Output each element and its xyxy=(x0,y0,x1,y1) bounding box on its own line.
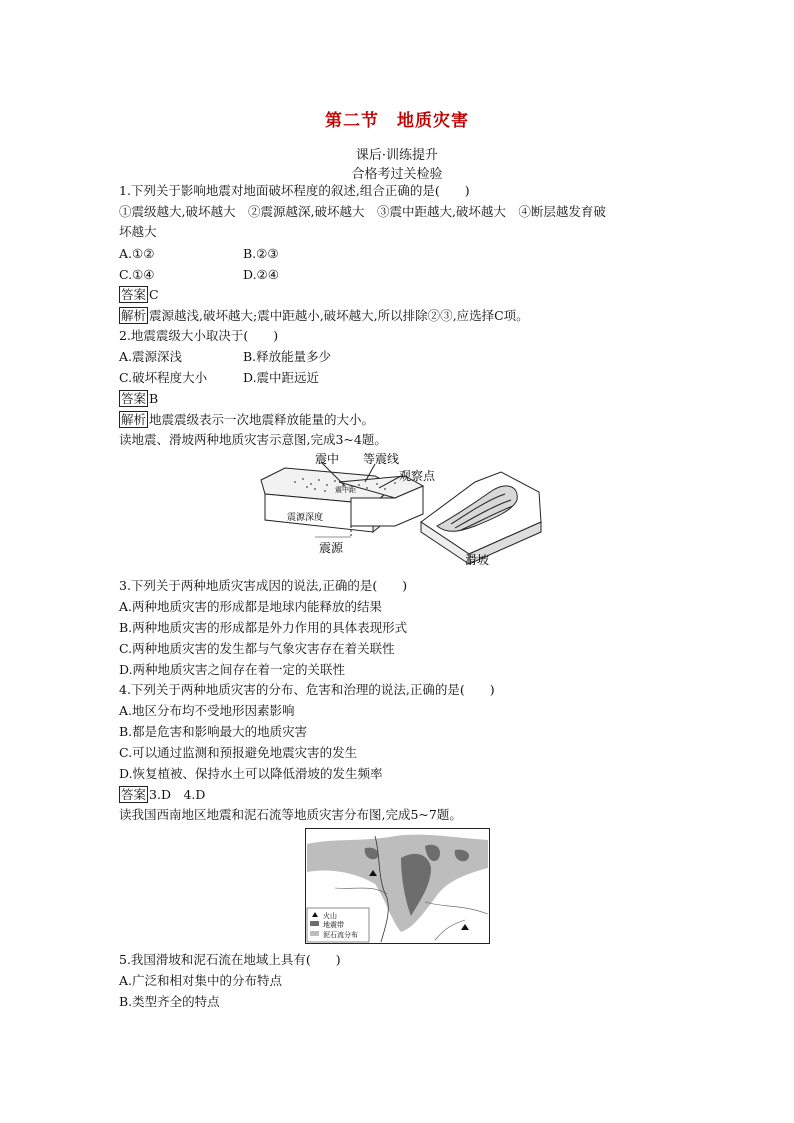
legend-debris-flow: 泥石流分布 xyxy=(323,931,358,939)
option-a: A.两种地质灾害的形成都是地球内能释放的结果 xyxy=(119,599,383,614)
question-2-options-ab xyxy=(119,348,331,365)
option-a: A.①② xyxy=(119,246,155,261)
label-focus: 震源 xyxy=(319,541,344,555)
label-observation: 观察点 xyxy=(399,469,436,483)
option-a: A.震源深浅 xyxy=(119,349,183,364)
question-1-line2: ①震级越大,破坏越大 ②震源越深,破坏越大 ③震中距越大,破坏越大 ④断层越发育破 xyxy=(119,204,606,219)
question-2-analysis: 解析 地震震级表示一次地震释放能量的大小。 xyxy=(121,412,375,427)
option-b: B.两种地质灾害的形成都是外力作用的具体表现形式 xyxy=(119,620,408,635)
intro-5-7: 读我国西南地区地震和泥石流等地质灾害分布图,完成5~7题。 xyxy=(119,807,462,822)
question-1-options-cd xyxy=(119,266,279,283)
analysis-tag: 解析 xyxy=(121,308,147,323)
option-d: D.两种地质灾害之间存在着一定的关联性 xyxy=(119,662,346,677)
option-b: B.②③ xyxy=(243,246,279,261)
section-subtitle: 课后·训练提升 xyxy=(355,148,439,163)
legend-quake-swatch xyxy=(310,921,319,926)
answer-tag: 答案 xyxy=(121,787,147,802)
southwest-china-hazard-map xyxy=(305,828,490,944)
option-b: B.类型齐全的特点 xyxy=(119,994,220,1009)
legend-debris-swatch xyxy=(310,931,319,936)
analysis-tag: 解析 xyxy=(121,412,147,427)
earthquake-landslide-figure xyxy=(255,452,545,570)
question-1-line3: 坏越大 xyxy=(119,224,157,239)
question-2-options-cd xyxy=(119,369,319,386)
section-subtitle-2: 合格考过关检验 xyxy=(351,167,443,182)
question-5-stem: 5.我国滑坡和泥石流在地域上具有( ) xyxy=(119,952,341,967)
intro-3-4: 读地震、滑坡两种地质灾害示意图,完成3~4题。 xyxy=(119,432,387,447)
question-1-stem: 1.下列关于影响地震对地面破坏程度的叙述,组合正确的是( ) xyxy=(119,183,470,198)
option-d: D.②④ xyxy=(243,267,279,282)
label-landslide: 滑坡 xyxy=(465,553,490,567)
option-b: B.都是危害和影响最大的地质灾害 xyxy=(119,724,308,739)
option-c: C.破坏程度大小 xyxy=(119,370,208,385)
option-c: C.可以通过监测和预报避免地震灾害的发生 xyxy=(119,745,358,760)
question-1-options-ab xyxy=(119,245,279,262)
page-title: 第二节 地质灾害 xyxy=(325,111,469,131)
option-a: A.广泛和相对集中的分布特点 xyxy=(119,973,283,988)
question-1-analysis: 解析 震源越浅,破坏越大;震中距越小,破坏越大,所以排除②③,应选择C项。 xyxy=(121,308,529,323)
landslide-block xyxy=(421,472,541,564)
label-epicenter: 震中 xyxy=(315,452,340,466)
question-2-stem: 2.地震震级大小取决于( ) xyxy=(119,328,279,343)
label-epicentral-distance: 震中距 xyxy=(335,486,356,494)
answer-tag: 答案 xyxy=(121,287,147,302)
option-d: D.震中距远近 xyxy=(243,370,320,385)
legend-volcano: 火山 xyxy=(323,912,337,920)
question-3-stem: 3.下列关于两种地质灾害成因的说法,正确的是( ) xyxy=(119,578,408,593)
question-3-4-answer: 答案 3.D 4.D xyxy=(121,787,206,802)
label-isoseismal: 等震线 xyxy=(363,452,400,466)
option-c: C.两种地质灾害的发生都与气象灾害存在着关联性 xyxy=(119,641,395,656)
label-focal-depth: 震源深度 xyxy=(287,513,324,523)
option-c: C.①④ xyxy=(119,267,155,282)
question-2-answer: 答案 B xyxy=(121,391,159,406)
option-d: D.恢复植被、保持水土可以降低滑坡的发生频率 xyxy=(119,766,383,781)
option-b: B.释放能量多少 xyxy=(243,349,332,364)
legend-quake-belt: 地震带 xyxy=(323,921,344,929)
option-a: A.地区分布均不受地形因素影响 xyxy=(119,703,295,718)
question-1-answer: 答案 C xyxy=(121,287,159,302)
answer-tag: 答案 xyxy=(121,391,147,406)
question-4-stem: 4.下列关于两种地质灾害的分布、危害和治理的说法,正确的是( ) xyxy=(119,682,495,697)
